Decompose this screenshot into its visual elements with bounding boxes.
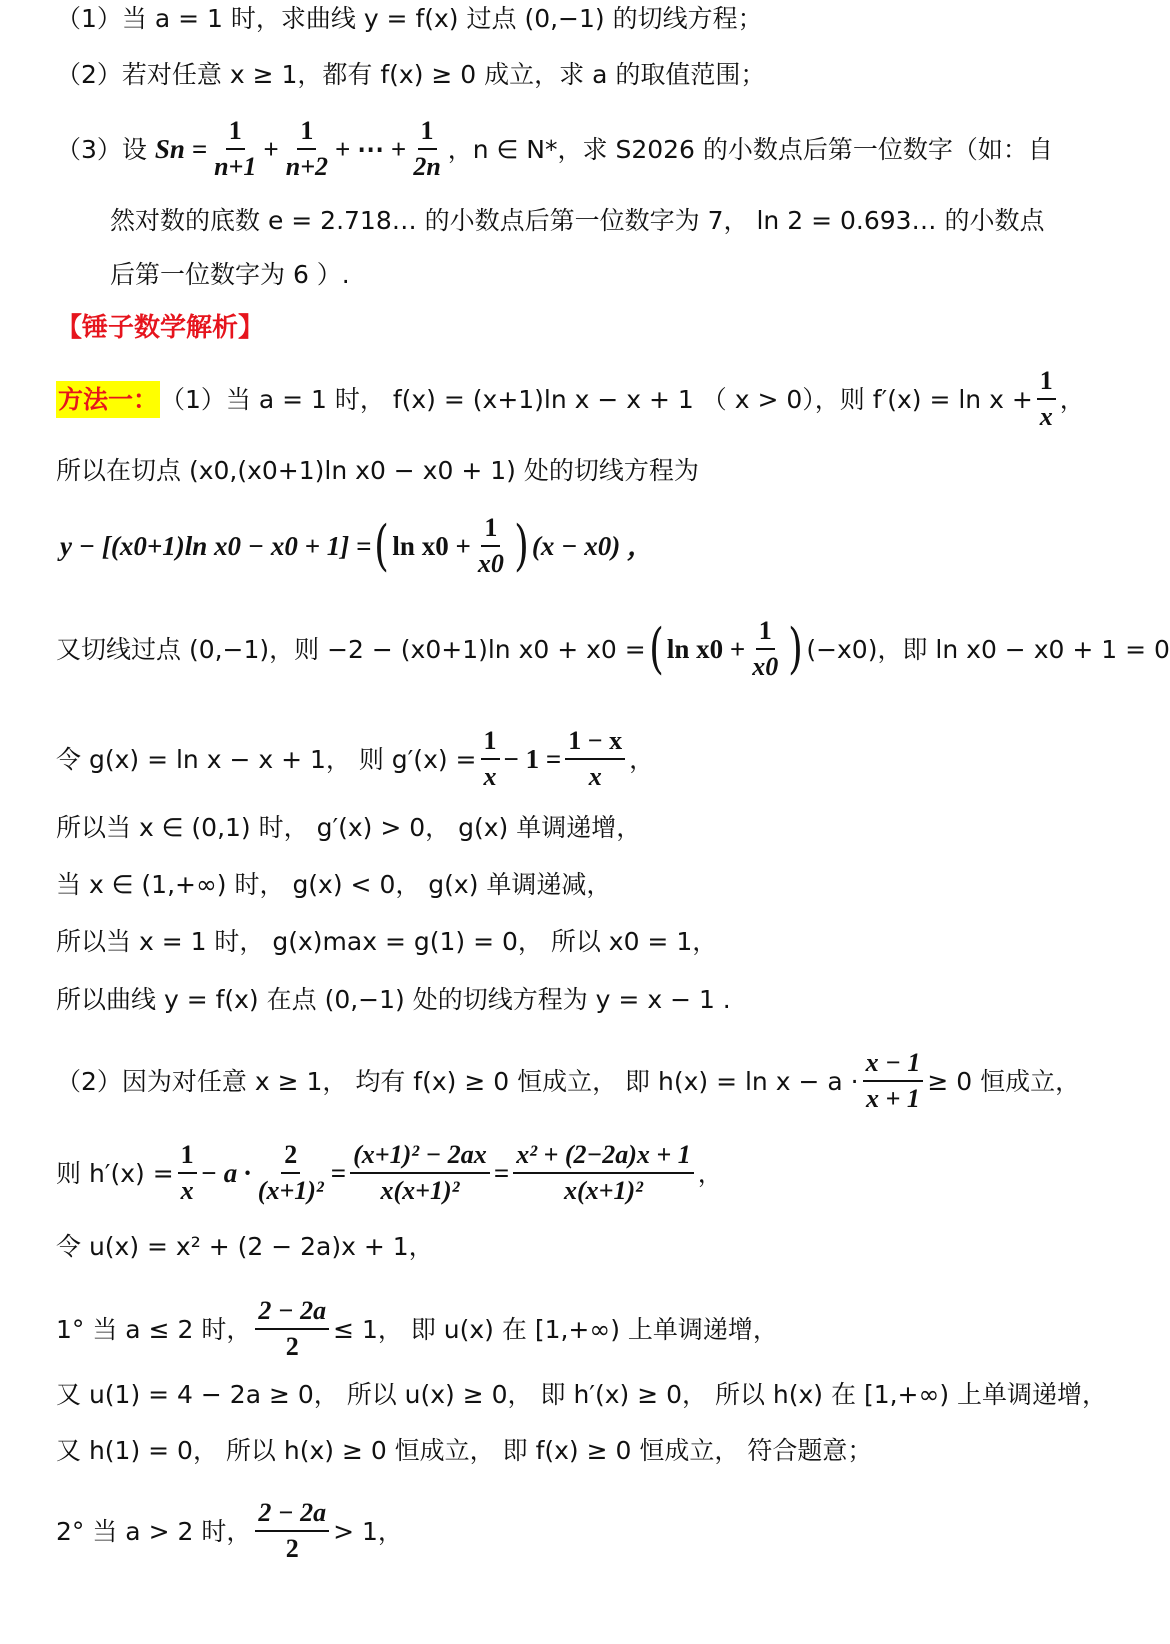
solution-line-10: （2）因为对任意 x ≥ 1， 均有 f(x) ≥ 0 恒成立， 即 h(x) = ln x − a · $\frac{x - 1}{x + 1}$ ≥ 0 恒成立，: [56, 1048, 1081, 1113]
frac-1-x-c: $\frac{1}{x}$: [178, 1142, 197, 1204]
frac-num3-den2: $\frac{\text{x² + (2−2a)x + 1}}{\text{x(x+1)²}}$: [513, 1142, 694, 1204]
frac-2m2a-2-a: $\frac{2 - 2a}{2}$: [255, 1298, 329, 1360]
problem-part-3: （3）设 Sn = $\frac{1}{n+1}$ + $\frac{1}{n+2}$ + ⋯ + $\frac{1}{2n}$ ，n ∈ N*，求 S2026 的小数点后第一位数字（如：自: [56, 116, 1053, 181]
problem-part-3-cont-2: 后第一位数字为 6 ）.: [110, 260, 350, 289]
solution-line-1: 方法一： （1）当 a = 1 时， f(x) = (x+1)ln x − x + 1 （ x > 0），则 f′(x) = ln x + $\frac{1}{x}$ ，: [58, 366, 1085, 431]
solution-line-16: 2° 当 a > 2 时， $\frac{2 - 2a}{2}$ > 1，: [56, 1498, 403, 1563]
sn-symbol: Sn =: [154, 133, 208, 164]
solution-line-5: 令 g(x) = ln x − x + 1， 则 g′(x) = $\frac{1}{x}$ − 1 = $\frac{1 - x}{x}$ ，: [56, 726, 655, 791]
solution-line-8: 所以当 x = 1 时， g(x)max = g(1) = 0， 所以 x0 = 1，: [56, 927, 718, 956]
solution-line-2: 所以在切点 (x0,(x0+1)ln x0 − x0 + 1) 处的切线方程为: [56, 456, 699, 485]
frac-1-n2: $\frac{1}{n+2}$: [285, 116, 329, 181]
solution-line-14: 又 u(1) = 4 − 2a ≥ 0， 所以 u(x) ≥ 0， 即 h′(x) ≥ 0， 所以 h(x) 在 [1,+∞) 上单调递增，: [56, 1380, 1108, 1409]
solution-line-6: 所以当 x ∈ (0,1) 时， g′(x) > 0， g(x) 单调递增，: [56, 813, 642, 842]
frac-1-x: $\frac{1}{x}$: [1037, 368, 1056, 430]
solution-line-12: 令 u(x) = x² + (2 − 2a)x + 1，: [56, 1232, 434, 1261]
solution-line-13: 1° 当 a ≤ 2 时， $\frac{2 - 2a}{2}$ ≤ 1， 即 u(x) 在 [1,+∞) 上单调递增，: [56, 1296, 778, 1361]
frac-1mx-x: $\frac{1 - x}{x}$: [565, 728, 625, 790]
solution-line-9: 所以曲线 y = f(x) 在点 (0,−1) 处的切线方程为 y = x − 1 .: [56, 985, 731, 1014]
solution-line-11: 则 h′(x) = $\frac{1}{x}$ − a · $\frac{2}{\text{(x+1)²}}$ = $\frac{\text{(x+1)² − 2ax}}{\text{x(x+1)²}}$ = $\frac{\text{x² + (2−2a)x + 1}}{\text{x(x+1)²}}$ ，: [56, 1140, 723, 1205]
solution-line-7: 当 x ∈ (1,+∞) 时， g(x) < 0， g(x) 单调递减，: [56, 870, 612, 899]
frac-2-xp1sq: $\frac{2}{\text{(x+1)²}}$: [257, 1140, 324, 1205]
method-label: 方法一：: [56, 381, 160, 418]
frac-1-x0-b: $\frac{1}{x0}$: [752, 616, 779, 681]
frac-1-x0-a: $\frac{1}{x0}$: [477, 513, 504, 578]
solution-line-3: y − [(x0+1)ln x0 − x0 + 1] = ( ln x0 + $\frac{1}{x0}$ ) (x − x0) ，: [60, 513, 654, 578]
problem-part-3-cont-1: 然对数的底数 e = 2.718… 的小数点后第一位数字为 7， ln 2 = 0.693… 的小数点: [110, 206, 1045, 235]
frac-1-n1: $\frac{1}{n+1}$: [214, 116, 257, 181]
problem-part-2: （2）若对任意 x ≥ 1，都有 f(x) ≥ 0 成立，求 a 的取值范围；: [56, 60, 766, 89]
frac-1-2n: $\frac{1}{2n}$: [413, 116, 441, 181]
problem-part-1: （1）当 a = 1 时，求曲线 y = f(x) 过点 (0,−1) 的切线方程；: [56, 4, 763, 33]
solution-line-4: 又切线过点 (0,−1)，则 −2 − (x0+1)ln x0 + x0 = ( ln x0 + $\frac{1}{x0}$ ) (−x0)，即 ln x0 − x0 + 1 = 0: [56, 616, 1170, 681]
frac-1-x-b: $\frac{1}{x}$: [481, 728, 500, 790]
solution-line-15: 又 h(1) = 0， 所以 h(x) ≥ 0 恒成立， 即 f(x) ≥ 0 恒成立， 符合题意；: [56, 1436, 873, 1465]
section-title: 【锤子数学解析】: [56, 313, 265, 343]
frac-num2-den2: $\frac{\text{(x+1)² − 2ax}}{\text{x(x+1)²}}$: [350, 1142, 490, 1204]
frac-xm1-xp1: $\frac{x - 1}{x + 1}$: [863, 1050, 924, 1112]
frac-2m2a-2-b: $\frac{2 - 2a}{2}$: [255, 1500, 329, 1562]
